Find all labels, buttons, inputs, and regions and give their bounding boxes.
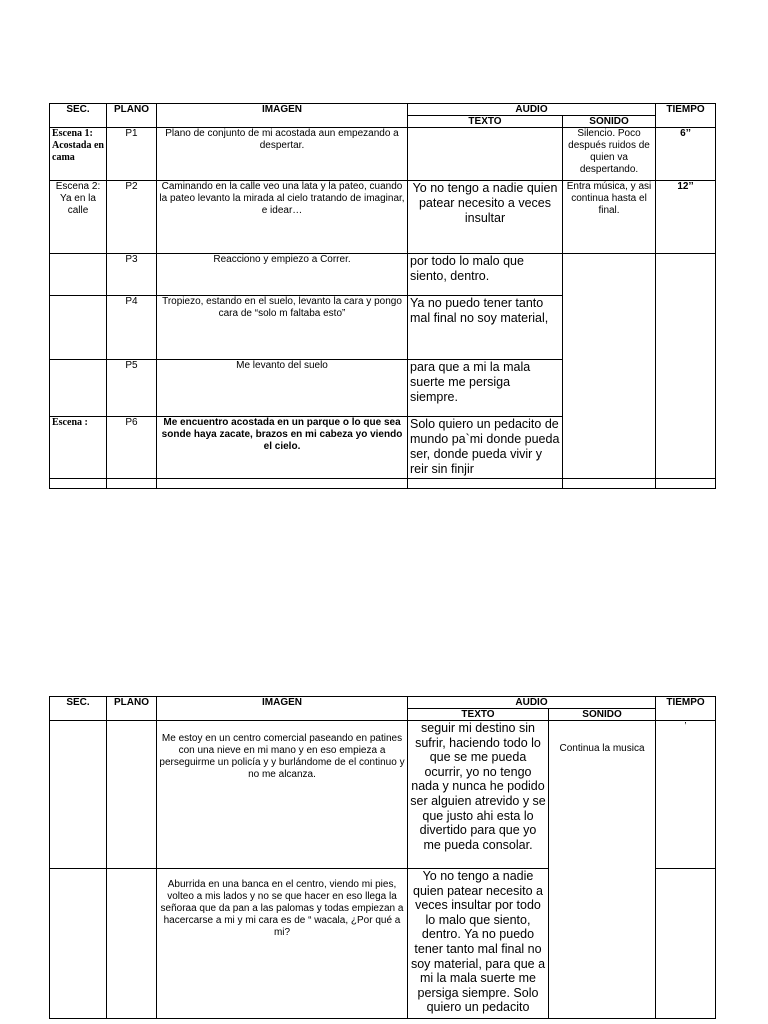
cell-sec: Escena : (50, 417, 107, 479)
table-row (50, 721, 716, 869)
header-plano: PLANO (107, 697, 157, 721)
cell-texto: Ya no puedo tener tanto mal final no soy material, (408, 296, 563, 360)
script-table-1 (49, 103, 716, 489)
cell-tiempo (656, 254, 716, 479)
script-table-2 (49, 696, 716, 1019)
table-row (50, 254, 716, 296)
cell-plano: P4 (107, 296, 157, 360)
cell-imagen: Me levanto del suelo (157, 360, 408, 417)
cell-tiempo: 6’’ (656, 128, 716, 181)
cell-sec: Escena 1: Acostada en cama (50, 128, 107, 181)
cell-imagen: Me estoy en un centro comercial paseando en patines con una nieve en mi mano y en eso empieza a perseguirme un policía y y burlándome de el continuo y no me alcanza. (157, 721, 408, 869)
cell-tiempo: ’ (656, 721, 716, 869)
cell-sec (50, 360, 107, 417)
header-audio: AUDIO (408, 697, 656, 709)
header-sec: SEC. (50, 697, 107, 721)
header-sonido: SONIDO (549, 709, 656, 721)
header-texto: TEXTO (408, 116, 563, 128)
cell-plano (107, 721, 157, 869)
cell-plano: P2 (107, 181, 157, 254)
header-imagen: IMAGEN (157, 697, 408, 721)
cell-texto: Yo no tengo a nadie quien patear necesito a veces insultar por todo lo malo que siento, dentro. Ya no puedo tener tanto mal final no soy material, para que a mi la mala suerte me persiga siempre. Solo quiero un pedacito (408, 869, 549, 1019)
header-tiempo: TIEMPO (656, 104, 716, 128)
cell-plano: P3 (107, 254, 157, 296)
cell-sec (50, 296, 107, 360)
table-row-empty (50, 479, 716, 489)
cell-imagen: Plano de conjunto de mi acostada aun empezando a despertar. (157, 128, 408, 181)
header-audio: AUDIO (408, 104, 656, 116)
cell-tiempo: 12’’ (656, 181, 716, 254)
cell-imagen: Caminando en la calle veo una lata y la pateo, cuando la pateo levanto la mirada al cielo tratando de imaginar, e idear… (157, 181, 408, 254)
header-tiempo: TIEMPO (656, 697, 716, 721)
cell-sec (50, 869, 107, 1019)
header-imagen: IMAGEN (157, 104, 408, 128)
cell-plano: P1 (107, 128, 157, 181)
cell-texto: seguir mi destino sin sufrir, haciendo todo lo que se me pueda ocurrir, yo no tengo nada y nunca he podido ser alguien atrevido y se que justo ahi esta lo divertido para que yo me pueda consolar. (408, 721, 549, 869)
cell-imagen: Tropiezo, estando en el suelo, levanto la cara y pongo cara de “solo m faltaba esto” (157, 296, 408, 360)
cell-plano: P5 (107, 360, 157, 417)
cell-sec (50, 721, 107, 869)
cell-imagen: Aburrida en una banca en el centro, viendo mi pies, volteo a mis lados y no se que hacer en eso llega la señoraa que da pan a las palomas y todas empiezan a hacercarse a mi y mi cara es de “ wacala, ¿Por qué a mi? (157, 869, 408, 1019)
cell-tiempo (656, 869, 716, 1019)
cell-plano: P6 (107, 417, 157, 479)
table-row (50, 128, 716, 181)
cell-sonido (563, 254, 656, 479)
header-sonido: SONIDO (563, 116, 656, 128)
cell-sec (50, 254, 107, 296)
cell-plano (107, 869, 157, 1019)
cell-texto: Yo no tengo a nadie quien patear necesito a veces insultar (408, 181, 563, 254)
cell-imagen: Reacciono y empiezo a Correr. (157, 254, 408, 296)
cell-texto: Solo quiero un pedacito de mundo pa`mi donde pueda ser, donde pueda vivir y reir sin finjir (408, 417, 563, 479)
header-texto: TEXTO (408, 709, 549, 721)
cell-sonido: Silencio. Poco después ruidos de quien va despertando. (563, 128, 656, 181)
cell-texto (408, 128, 563, 181)
cell-texto: para que a mi la mala suerte me persiga siempre. (408, 360, 563, 417)
cell-imagen: Me encuentro acostada en un parque o lo que sea sonde haya zacate, brazos en mi cabeza yo viendo el cielo. (157, 417, 408, 479)
header-plano: PLANO (107, 104, 157, 128)
header-sec: SEC. (50, 104, 107, 128)
cell-texto: por todo lo malo que siento, dentro. (408, 254, 563, 296)
cell-sonido: Entra música, y asi continua hasta el final. (563, 181, 656, 254)
cell-sec: Escena 2: Ya en la calle (50, 181, 107, 254)
table-row (50, 181, 716, 254)
cell-sonido: Continua la musica (549, 721, 656, 1019)
